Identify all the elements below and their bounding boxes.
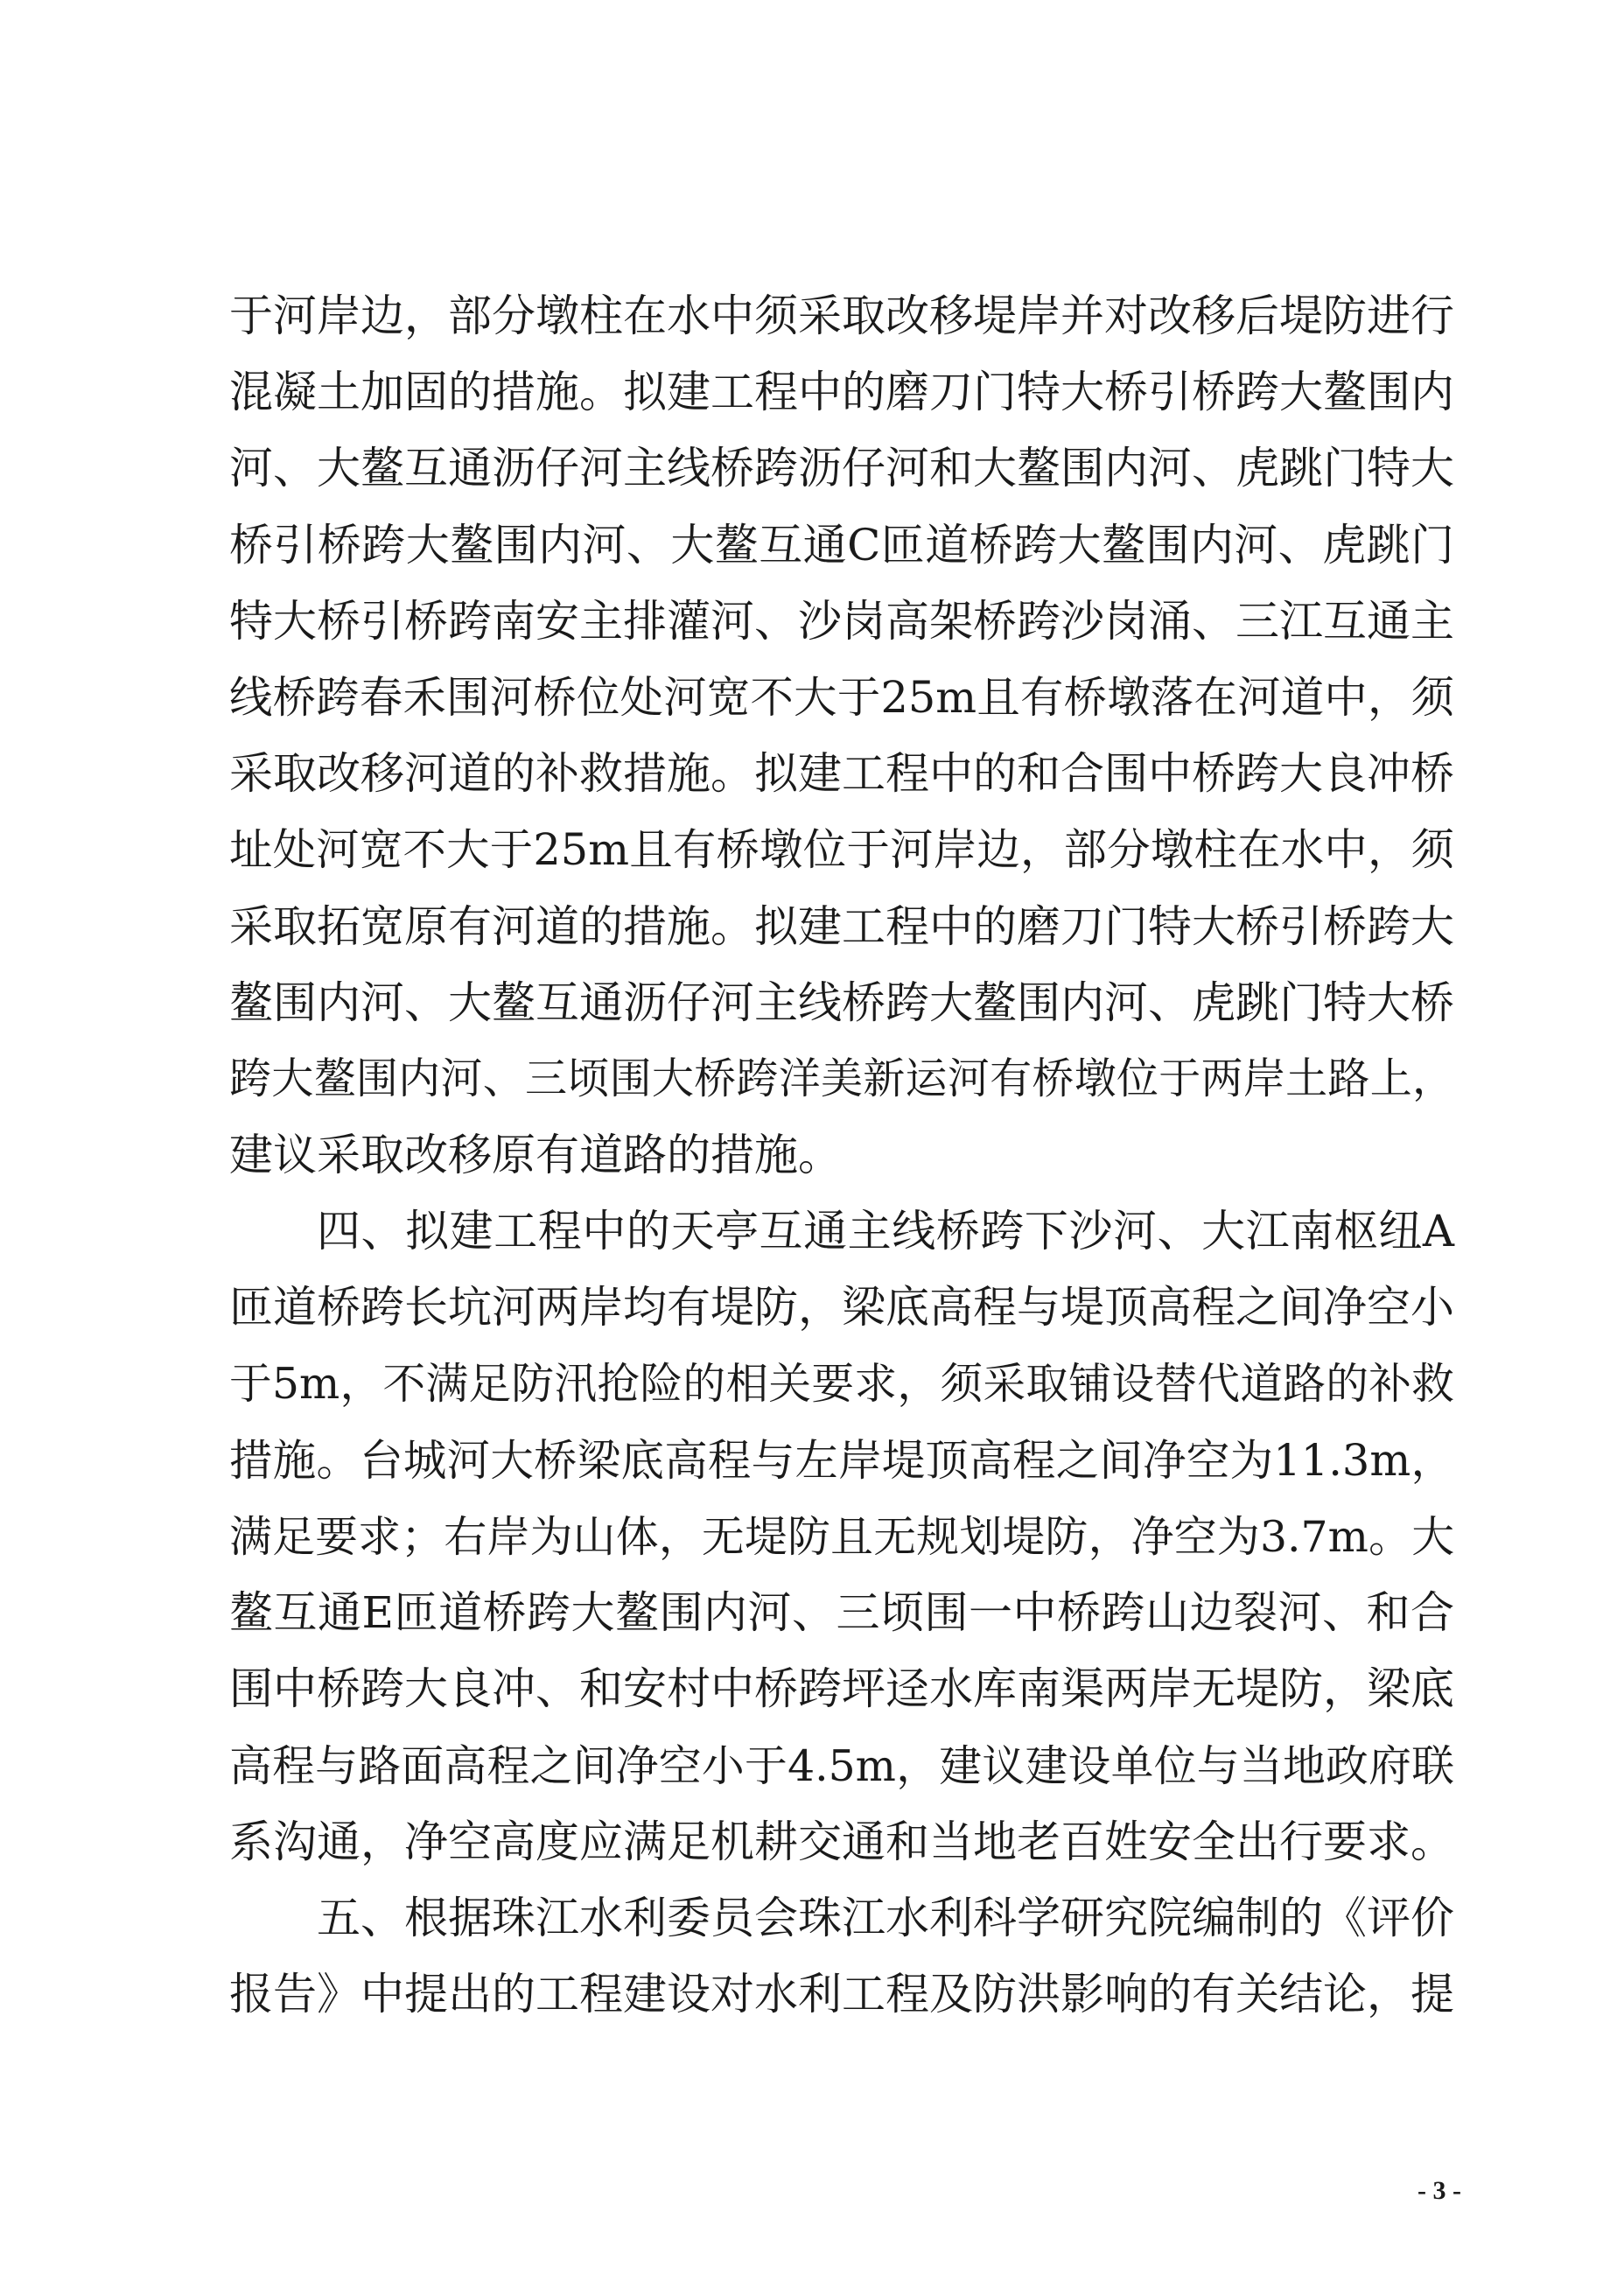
text-line: 匝道桥跨长坑河两岸均有堤防，梁底高程与堤顶高程之间净空小 [229, 1282, 1454, 1334]
text-line: 采取拓宽原有河道的措施。拟建工程中的磨刀门特大桥引桥跨大 [229, 900, 1454, 952]
text-line: 五、根据珠江水利委员会珠江水利科学研究院编制的《评价 [317, 1892, 1454, 1943]
text-line: 鳌围内河、大鳌互通沥仔河主线桥跨大鳌围内河、虎跳门特大桥 [229, 976, 1454, 1028]
text-line: 混凝土加固的措施。拟建工程中的磨刀门特大桥引桥跨大鳌围内 [229, 367, 1454, 418]
text-line: 高程与路面高程之间净空小于4.5m，建议建设单位与当地政府联 [229, 1740, 1454, 1791]
text-line: 系沟通，净空高度应满足机耕交通和当地老百姓安全出行要求。 [229, 1816, 1454, 1867]
text-line: 线桥跨春禾围河桥位处河宽不大于25m且有桥墩落在河道中，须 [229, 671, 1454, 723]
text-line: 四、拟建工程中的天亭互通主线桥跨下沙河、大江南枢纽A [317, 1206, 1454, 1257]
page-number: - 3 - [1418, 2176, 1461, 2205]
text-line: 于河岸边，部分墩柱在水中须采取改移堤岸并对改移后堤防进行 [229, 290, 1454, 341]
text-line: 围中桥跨大良冲、和安村中桥跨坪迳水库南渠两岸无堤防，梁底 [229, 1663, 1454, 1715]
text-line: 于5m，不满足防汛抢险的相关要求，须采取铺设替代道路的补救 [229, 1359, 1454, 1409]
text-line: 鳌互通E匝道桥跨大鳌围内河、三顷围一中桥跨山边裂河、和合 [229, 1587, 1454, 1639]
text-line: 采取改移河道的补救措施。拟建工程中的和合围中桥跨大良冲桥 [229, 748, 1454, 800]
text-line: 河、大鳌互通沥仔河主线桥跨沥仔河和大鳌围内河、虎跳门特大 [229, 443, 1454, 494]
text-line: 桥引桥跨大鳌围内河、大鳌互通C匝道桥跨大鳌围内河、虎跳门 [229, 519, 1454, 570]
text-line: 满足要求；右岸为山体，无堤防且无规划堤防，净空为3.7m。大 [229, 1512, 1454, 1562]
body-text [229, 278, 1454, 2033]
text-line: 报告》中提出的工程建设对水利工程及防洪影响的有关结论，提 [229, 1969, 1454, 2020]
text-line: 特大桥引桥跨南安主排灌河、沙岗高架桥跨沙岗涌、三江互通主 [229, 595, 1454, 647]
text-line: 跨大鳌围内河、三顷围大桥跨洋美新运河有桥墩位于两岸土路上， [229, 1054, 1454, 1103]
text-line: 措施。台城河大桥梁底高程与左岸堤顶高程之间净空为11.3m， [229, 1434, 1454, 1486]
text-line: 建议采取改移原有道路的措施。 [229, 1130, 842, 1181]
text-line: 址处河宽不大于25m且有桥墩位于河岸边，部分墩柱在水中，须 [229, 824, 1454, 876]
